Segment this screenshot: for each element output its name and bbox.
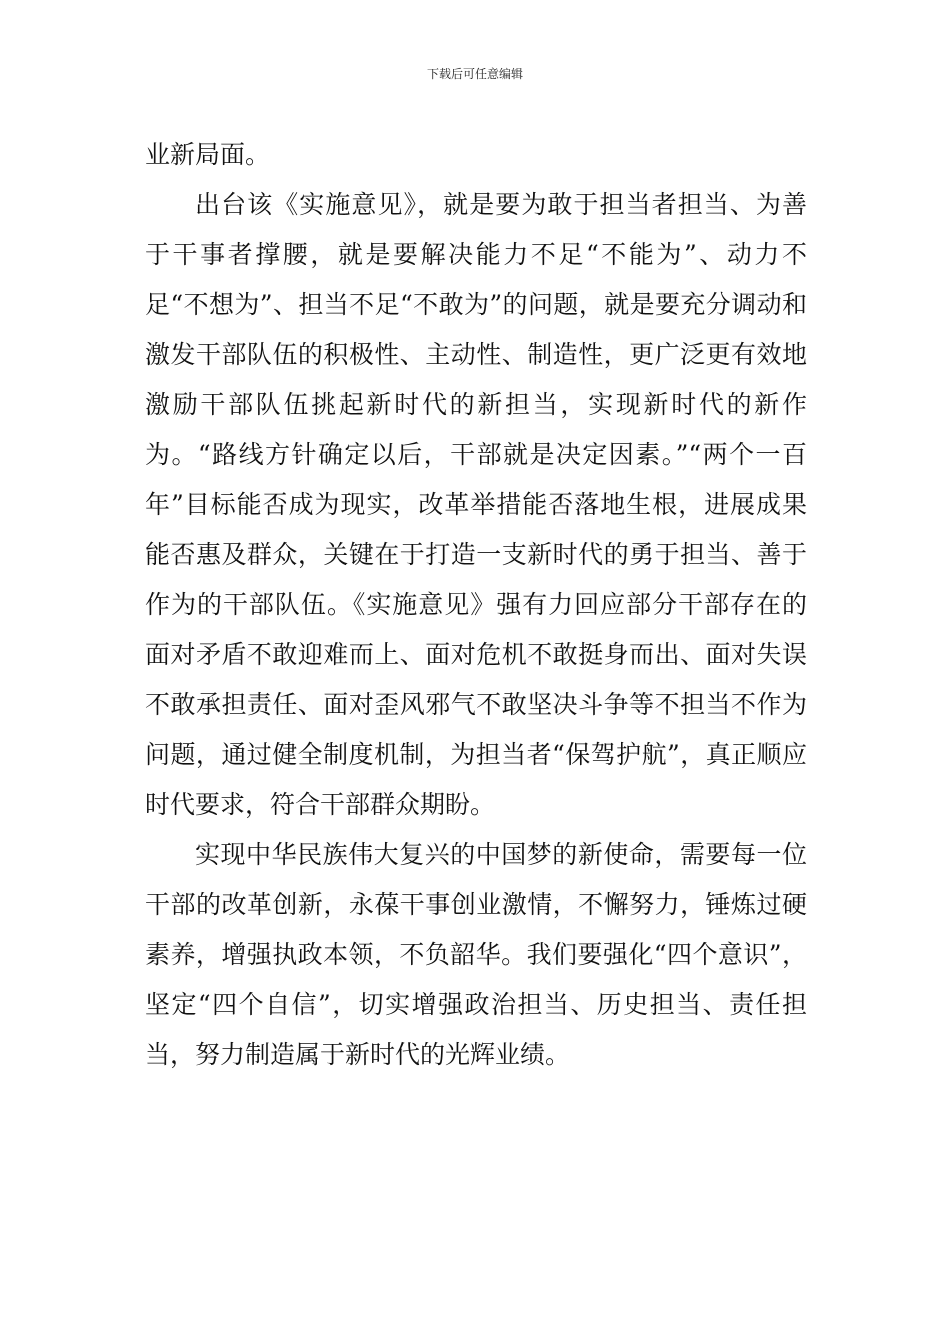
header-note: 下载后可任意编辑 xyxy=(426,67,523,81)
document-body xyxy=(145,130,807,1080)
paragraph-continuation: 业新局面。 xyxy=(145,140,271,169)
paragraph-implementation-opinions: 出台该《实施意见》，就是要为敢于担当者担当、为善于干事者撑腰，就是要解决能力不足“不能为”、动力不足“不想为”、担当不足“不敢为”的问题，就是要充分调动和激发干部队伍的积极性、主动性、制造性，更广泛更有效地激励干部队伍挑起新时代的新担当，实现新时代的新作为。“路线方针确定以后，干部就是决定因素。”“两个一百年”目标能否成为现实，改革举措能否落地生根，进展成果能否惠及群众，关键在于打造一支新时代的勇于担当、善于作为的干部队伍。《实施意见》强有力回应部分干部存在的面对矛盾不敢迎难而上、面对危机不敢挺身而出、面对失误不敢承担责任、面对歪风邪气不敢坚决斗争等不担当不作为问题，通过健全制度机制，为担当者“保驾护航”，真正顺应时代要求，符合干部群众期盼。 xyxy=(145,190,807,819)
paragraph-new-mission: 实现中华民族伟大复兴的中国梦的新使命，需要每一位干部的改革创新，永葆干事创业激情，不懈努力，锤炼过硬素养，增强执政本领，不负韶华。我们要强化“四个意识”，坚定“四个自信”，切实增强政治担当、历史担当、责任担当，努力制造属于新时代的光辉业绩。 xyxy=(145,840,807,1069)
